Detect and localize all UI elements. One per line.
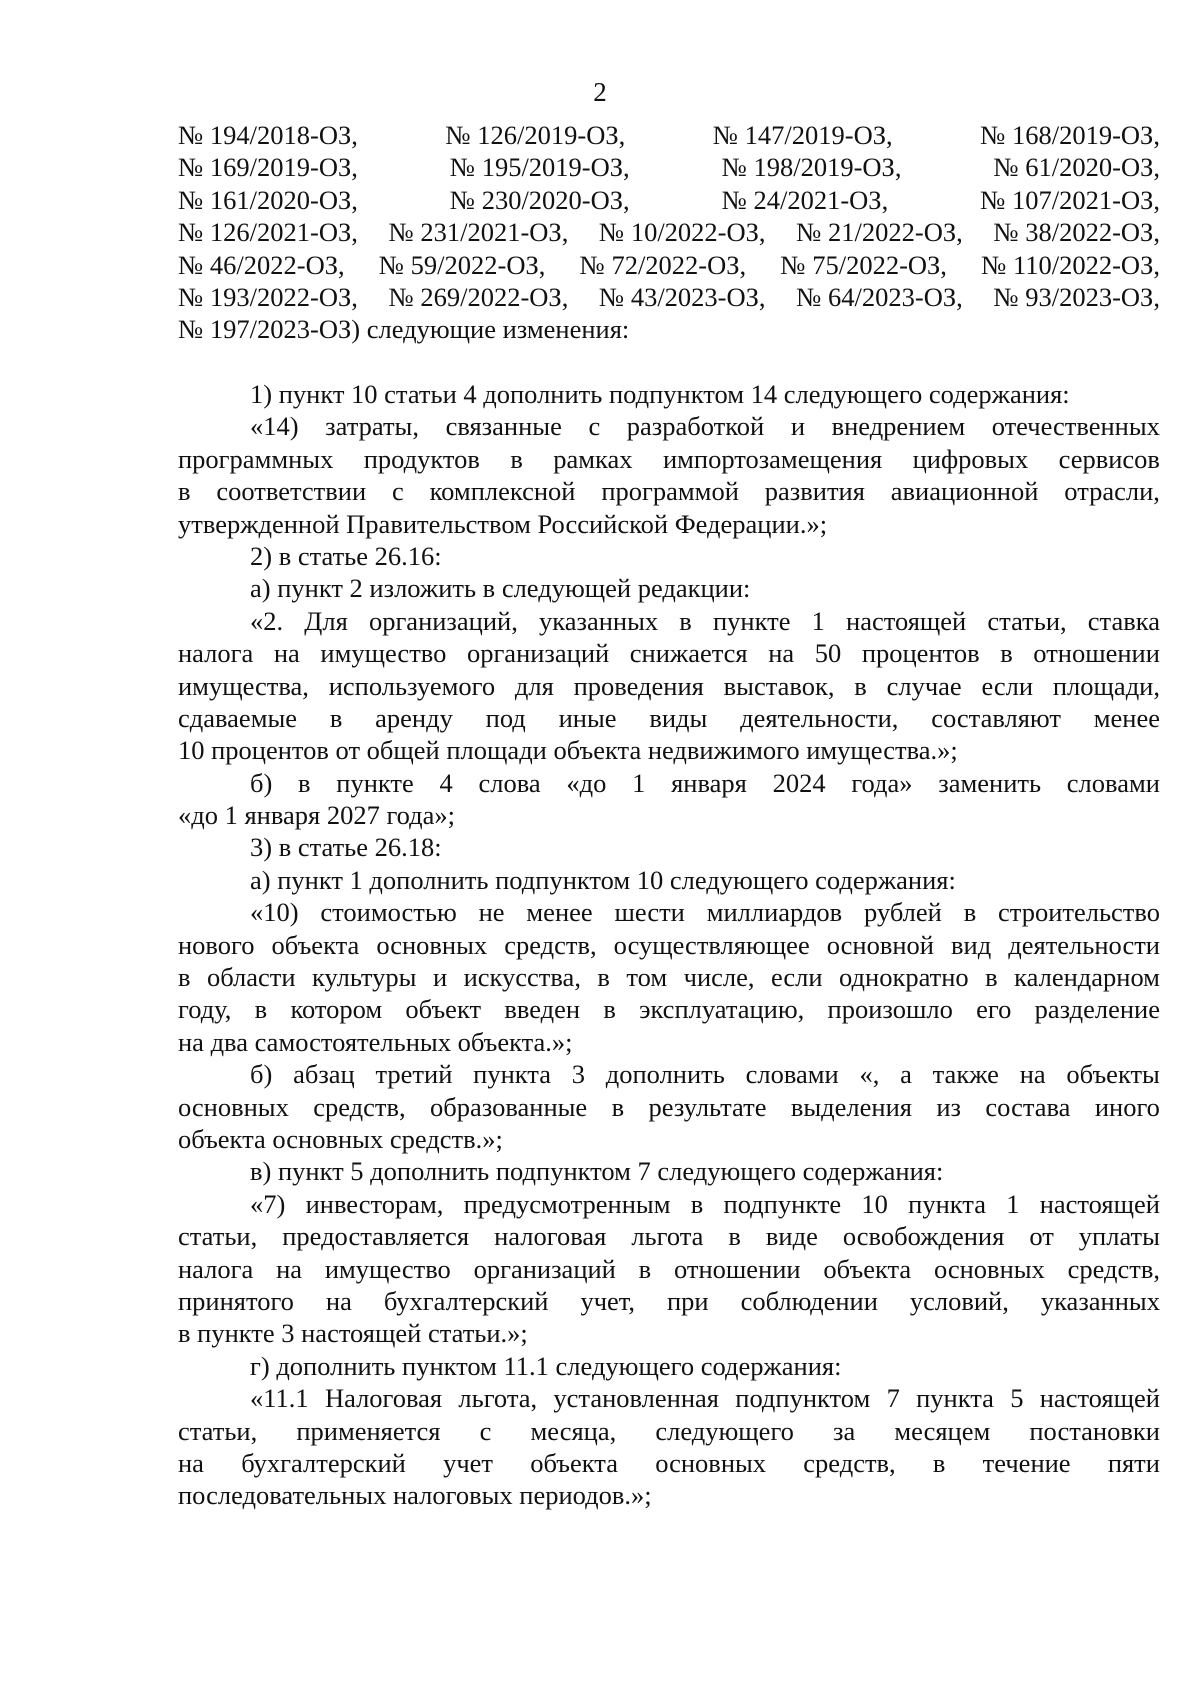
text-line: сдаваемые в аренду под иные виды деятельности, составляют менее (178, 702, 1160, 733)
paragraph (178, 1382, 1160, 1512)
law-reference: № 126/2019-ОЗ, (445, 120, 626, 150)
law-reference-row (178, 249, 1160, 281)
page-number: 2 (593, 77, 607, 107)
text-line: «2. Для организаций, указанных в пункте 1 настоящей статьи, ставка (250, 605, 1160, 636)
text-line: б) абзац третий пункта 3 дополнить словами «, а также на объекты (250, 1059, 1160, 1090)
law-reference: № 194/2018-ОЗ, (178, 120, 358, 150)
law-reference: № 195/2019-ОЗ, (449, 152, 630, 183)
text-line: налога на имущество организаций в отношении объекта основных средств, (178, 1253, 1160, 1284)
text-line: налога на имущество организаций снижается на 50 процентов в отношении (178, 638, 1160, 669)
law-reference: № 169/2019-ОЗ, (178, 152, 358, 183)
text-line: 3) в статье 26.18: (250, 832, 442, 863)
paragraph (178, 410, 1160, 540)
text-line: имущества, используемого для проведения выставок, в случае если площади, (178, 670, 1160, 701)
text-line: статьи, применяется с месяца, следующего за месяцем постановки (178, 1415, 1160, 1446)
text-line: году, в котором объект введен в эксплуатацию, произошло его разделение (178, 994, 1160, 1025)
text-line: а) пункт 2 изложить в следующей редакции: (250, 573, 751, 604)
text-line: б) в пункте 4 слова «до 1 января 2024 года» заменить словами (250, 767, 1160, 798)
text-line: объекта основных средств.»; (178, 1123, 503, 1154)
text-line: 1) пункт 10 статьи 4 дополнить подпунктом 14 следующего содержания: (250, 379, 1070, 409)
text-line: а) пункт 1 дополнить подпунктом 10 следующего содержания: (250, 864, 956, 895)
text-line: в соответствии с комплексной программой развития авиационной отрасли, (178, 476, 1160, 507)
text-line: г) дополнить пунктом 11.1 следующего содержания: (250, 1350, 842, 1381)
paragraph (178, 572, 1160, 604)
paragraph (178, 896, 1160, 1058)
text-line: 2) в статье 26.16: (250, 540, 442, 571)
law-reference: № 43/2023-ОЗ, (598, 281, 766, 312)
law-reference: № 21/2022-ОЗ, (796, 217, 963, 248)
paragraph (178, 831, 1160, 863)
law-reference: № 168/2019-ОЗ, (980, 120, 1160, 150)
text-line: на два самостоятельных объекта.»; (178, 1026, 573, 1057)
text-line: принятого на бухгалтерский учет, при соблюдении условий, указанных (178, 1285, 1160, 1316)
law-reference: № 24/2021-ОЗ, (721, 184, 889, 215)
text-line: в области культуры и искусства, в том числе, если однократно в календарном (178, 962, 1160, 993)
law-reference: № 75/2022-ОЗ, (780, 249, 947, 280)
law-reference: № 231/2021-ОЗ, (388, 217, 569, 248)
law-reference: № 110/2022-ОЗ, (981, 249, 1160, 280)
text-line: статьи, предоставляется налоговая льгота в виде освобождения от уплаты (178, 1221, 1160, 1252)
law-reference-row (178, 216, 1160, 248)
text-line: нового объекта основных средств, осуществляющее основной вид деятельности (178, 929, 1160, 960)
law-reference: № 161/2020-ОЗ, (178, 184, 358, 215)
law-reference: № 93/2023-ОЗ, (993, 281, 1160, 312)
paragraph (178, 378, 1160, 410)
law-reference: № 59/2022-ОЗ, (378, 249, 546, 280)
law-reference: № 193/2022-ОЗ, (178, 281, 358, 312)
law-reference: № 198/2019-ОЗ, (721, 152, 902, 183)
text-line: программных продуктов в рамках импортозамещения цифровых сервисов (178, 443, 1160, 474)
law-reference: № 107/2021-ОЗ, (980, 184, 1160, 215)
paragraph (178, 864, 1160, 896)
law-reference-row (178, 184, 1160, 216)
law-reference: № 38/2022-ОЗ, (993, 217, 1160, 248)
paragraph (178, 1188, 1160, 1350)
text-line: на бухгалтерский учет объекта основных средств, в течение пяти (178, 1447, 1160, 1478)
law-reference: № 147/2019-ОЗ, (712, 120, 893, 150)
text-line: последовательных налоговых периодов.»; (178, 1480, 652, 1511)
law-reference-row (178, 151, 1160, 183)
text-line: в) пункт 5 дополнить подпунктом 7 следующего содержания: (250, 1156, 944, 1187)
law-reference: № 269/2022-ОЗ, (388, 281, 569, 312)
text-line: в пункте 3 настоящей статьи.»; (178, 1318, 528, 1349)
law-reference: № 126/2021-ОЗ, (178, 217, 358, 248)
text-line: «7) инвесторам, предусмотренным в подпункте 10 пункта 1 настоящей (250, 1188, 1160, 1219)
paragraph (178, 540, 1160, 572)
law-reference: № 230/2020-ОЗ, (449, 184, 630, 215)
law-reference: № 46/2022-ОЗ, (178, 249, 345, 280)
text-line: «10) стоимостью не менее шести миллиардов рублей в строительство (250, 897, 1160, 928)
amendments-text (178, 378, 1160, 1512)
text-line: «14) затраты, связанные с разработкой и внедрением отечественных (250, 411, 1160, 442)
paragraph (178, 605, 1160, 767)
law-reference: № 64/2023-ОЗ, (796, 281, 963, 312)
paragraph (178, 1350, 1160, 1382)
law-reference: № 61/2020-ОЗ, (993, 152, 1160, 183)
law-reference-tail: № 197/2023-ОЗ) следующие изменения: (178, 314, 630, 345)
law-reference: № 72/2022-ОЗ, (579, 249, 747, 280)
law-reference-rows (178, 119, 1160, 313)
text-line: «до 1 января 2027 года»; (178, 800, 456, 831)
paragraph (178, 1058, 1160, 1155)
paragraph (178, 1155, 1160, 1187)
text-line: утвержденной Правительством Российской Федерации.»; (178, 508, 828, 539)
law-reference-row (178, 119, 1160, 151)
law-reference: № 10/2022-ОЗ, (598, 217, 766, 248)
law-reference-row (178, 281, 1160, 313)
paragraph (178, 767, 1160, 832)
law-references (178, 119, 1160, 346)
text-line: 10 процентов от общей площади объекта недвижимого имущества.»; (178, 735, 958, 766)
text-line: «11.1 Налоговая льгота, установленная подпунктом 7 пункта 5 настоящей (250, 1383, 1160, 1414)
text-line: основных средств, образованные в результате выделения из состава иного (178, 1091, 1160, 1122)
